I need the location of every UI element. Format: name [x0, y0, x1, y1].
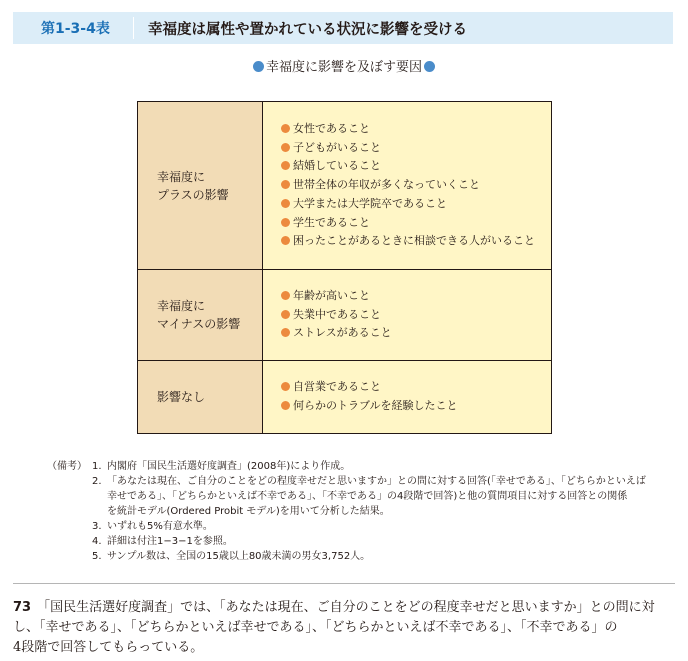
factor-table: [137, 101, 552, 434]
factor-item: 自営業であること: [281, 378, 551, 397]
items-cell-none: [263, 361, 551, 433]
table-title: 幸福度は属性や置かれている状況に影響を受ける: [148, 21, 467, 38]
blue-dot-icon: [424, 61, 435, 72]
note-item: 3. いずれも5%有意水準。: [92, 521, 213, 532]
factor-item: 世帯全体の年収が多くなっていくこと: [281, 176, 551, 195]
note-number: 3.: [92, 521, 102, 532]
factor-item: 大学または大学院卒であること: [281, 195, 551, 214]
factor-item: 困ったことがあるときに相談できる人がいること: [281, 232, 551, 251]
subtitle-text: 幸福度に影響を及ぼす要因: [265, 60, 422, 75]
orange-dot-icon: [281, 218, 290, 227]
factor-item: 学生であること: [281, 214, 551, 233]
note-item: 5. サンプル数は、全国の15歳以上80歳未満の男女3,752人。: [92, 551, 371, 562]
notes-label: （備考）: [47, 461, 87, 472]
factor-row-none: [138, 361, 551, 433]
category-label-line2: プラスの影響: [157, 187, 229, 202]
table-header-bar: [13, 12, 673, 44]
category-cell-minus: [138, 270, 263, 360]
category-label-line2: マイナスの影響: [157, 317, 241, 331]
note-number: 4.: [92, 536, 102, 547]
orange-dot-icon: [281, 180, 290, 189]
note-item: 2. 「あなたは現在、ご自分のことをどの程度幸せだと思いますか」との問に対する回答(「幸せである」、「どちらかといえば 幸せである」、「どちらかといえば不幸である」、「不幸である」の4段階で回答)と他の質問項目に対する回答との関係 を統計モデル(Ordered Probit モデル)を用いて分析した結果。: [92, 476, 646, 517]
orange-dot-icon: [281, 236, 290, 245]
factor-item: 年齢が高いこと: [281, 287, 551, 306]
header-divider: [133, 17, 134, 39]
factor-row-plus: [138, 102, 551, 270]
items-cell-plus: [263, 102, 551, 269]
paragraph-number: 73: [13, 600, 32, 615]
note-item: 1. 内閣府「国民生活選好度調査」(2008年)により作成。: [92, 461, 351, 472]
factor-item: 何らかのトラブルを経験したこと: [281, 397, 551, 416]
category-cell-none: [138, 361, 263, 433]
blue-dot-icon: [253, 61, 264, 72]
factor-item: 女性であること: [281, 120, 551, 139]
notes-list: [92, 459, 682, 564]
items-cell-minus: [263, 270, 551, 360]
factor-row-minus: [138, 270, 551, 361]
category-label-line1: 幸福度に: [157, 299, 206, 313]
factor-item: 結婚していること: [281, 157, 551, 176]
note-number: 5.: [92, 551, 102, 562]
note-number: 1.: [92, 461, 102, 472]
orange-dot-icon: [281, 401, 290, 410]
table-number: 第1-3-4表: [41, 21, 110, 37]
orange-dot-icon: [281, 199, 290, 208]
category-label-line1: 幸福度に: [157, 169, 206, 184]
orange-dot-icon: [281, 382, 290, 391]
factor-item: 失業中であること: [281, 306, 551, 325]
factor-item: 子どもがいること: [281, 139, 551, 158]
note-number: 2.: [92, 476, 102, 487]
note-item: 4. 詳細は付注1−3−1を参照。: [92, 536, 233, 547]
paragraph-line: 4段階で回答してもらっている。: [13, 640, 204, 655]
orange-dot-icon: [281, 161, 290, 170]
orange-dot-icon: [281, 124, 290, 133]
orange-dot-icon: [281, 143, 290, 152]
body-paragraph: [13, 598, 685, 658]
category-label-line1: 影響なし: [157, 390, 206, 404]
paragraph-line: 「国民生活選好度調査」では、「あなたは現在、ご自分のことをどの程度幸せだと思いますか」との問に対: [37, 600, 655, 615]
section-divider: [13, 583, 675, 584]
paragraph-line: し、「幸せである」、「どちらかといえば幸せである」、「どちらかといえば不幸である」、「不幸である」の: [13, 620, 618, 635]
orange-dot-icon: [281, 310, 290, 319]
orange-dot-icon: [281, 291, 290, 300]
figure-subtitle: [0, 59, 688, 77]
category-cell-plus: [138, 102, 263, 269]
factor-item: ストレスがあること: [281, 324, 551, 343]
orange-dot-icon: [281, 328, 290, 337]
